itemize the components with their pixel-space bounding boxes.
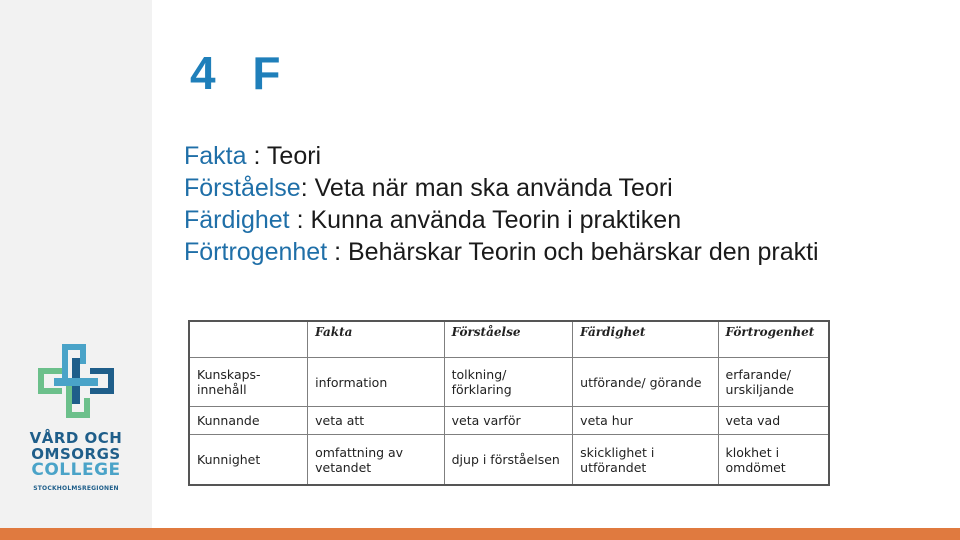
- logo-text-line1: VÅRD OCH: [29, 429, 123, 447]
- definition-text: Behärskar Teorin och behärskar den prakti: [347, 238, 819, 266]
- table-cell: Kunskaps- innehåll: [189, 358, 308, 407]
- table-cell: Kunnighet: [189, 435, 308, 485]
- table-cell: veta hur: [573, 407, 718, 435]
- accent-bar: [0, 528, 960, 540]
- table-header-cell: Färdighet: [573, 321, 718, 358]
- table-row: [189, 435, 829, 485]
- definition-text: Veta när man ska använda Teori: [314, 174, 673, 202]
- table-cell: information: [308, 358, 445, 407]
- logo-text-line4: STOCKHOLMSREGIONEN: [33, 485, 119, 492]
- definition-line: [184, 236, 960, 268]
- table-row: [189, 358, 829, 407]
- definition-separator: :: [246, 142, 267, 170]
- definition-separator: :: [289, 206, 311, 234]
- definition-text: Kunna använda Teorin i praktiken: [310, 206, 682, 234]
- definition-term: Färdighet: [184, 206, 290, 234]
- table-cell: erfarande/ urskiljande: [718, 358, 829, 407]
- logo-text-line2: OMSORGS: [31, 445, 121, 463]
- slide-title: 4 F: [190, 47, 293, 99]
- table-header-cell: Förtrogenhet: [718, 321, 829, 358]
- table-header-cell: Förståelse: [444, 321, 573, 358]
- table-cell: veta varför: [444, 407, 573, 435]
- table-cell: Kunnande: [189, 407, 308, 435]
- vard-och-omsorgscollege-logo: [26, 338, 126, 490]
- definition-term: Förtrogenhet: [184, 238, 328, 266]
- table-header-row: [189, 321, 829, 358]
- four-f-table: [188, 320, 830, 486]
- table-cell: klokhet i omdömet: [718, 435, 829, 485]
- definition-term: Fakta: [184, 142, 247, 170]
- logo-mark-icon: [32, 338, 120, 424]
- table-cell: utförande/ görande: [573, 358, 718, 407]
- table-cell: veta vad: [718, 407, 829, 435]
- table-cell: tolkning/ förklaring: [444, 358, 573, 407]
- table-cell: omfattning av vetandet: [308, 435, 445, 485]
- logo-text-line3: COLLEGE: [31, 460, 121, 480]
- definition-text: Teori: [266, 142, 322, 170]
- definition-separator: :: [300, 174, 315, 202]
- definition-list: [184, 140, 960, 268]
- definition-line: [184, 140, 960, 172]
- definition-separator: :: [327, 238, 348, 266]
- table-row: [189, 407, 829, 435]
- table-cell: skicklighet i utförandet: [573, 435, 718, 485]
- table-header-cell: Fakta: [308, 321, 445, 358]
- definition-line: [184, 204, 960, 236]
- table-cell: djup i förståelsen: [444, 435, 573, 485]
- definition-line: [184, 172, 960, 204]
- table-header-cell: [189, 321, 308, 358]
- definition-term: Förståelse: [184, 174, 301, 202]
- table-cell: veta att: [308, 407, 445, 435]
